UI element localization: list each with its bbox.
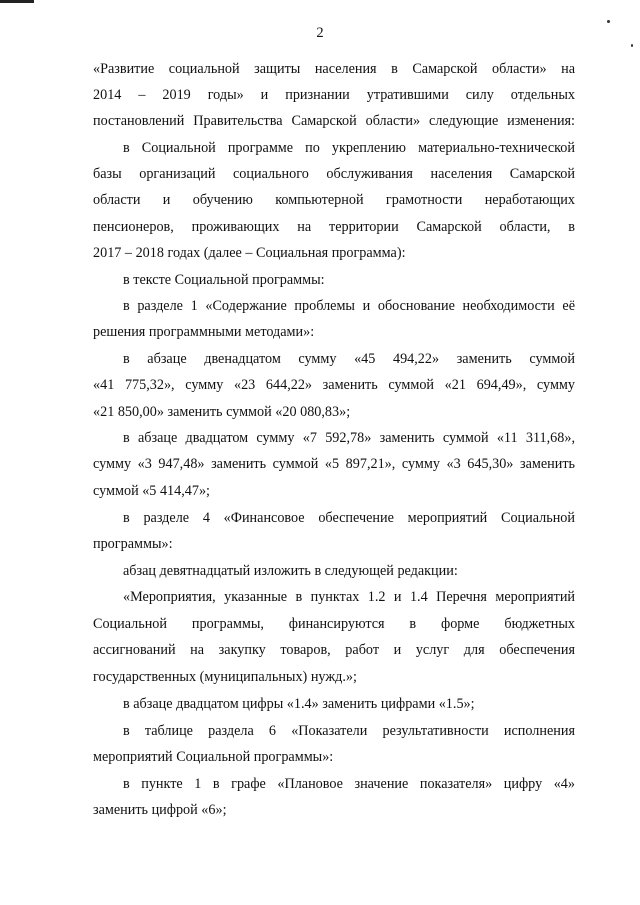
scan-speck: [607, 20, 610, 23]
text-line: «41 775,32», сумму «23 644,22» заменить суммой «21 694,49», сумму: [93, 377, 575, 393]
text-line: «21 850,00» заменить суммой «20 080,83»;: [93, 404, 351, 420]
text-line: в Социальной программе по укреплению материально-технической: [123, 140, 575, 156]
text-line: пенсионеров, проживающих на территории Самарской области, в: [93, 219, 575, 235]
text-line: решения программными методами»:: [93, 324, 315, 340]
text-line: в пункте 1 в графе «Плановое значение показателя» цифру «4»: [123, 776, 575, 792]
text-line: сумму «3 947,48» заменить суммой «5 897,21», сумму «3 645,30» заменить: [93, 456, 575, 472]
text-line: программы»:: [93, 536, 173, 552]
text-line: 2014 – 2019 годы» и признании утратившими силу отдельных: [93, 87, 575, 103]
text-line: заменить цифрой «6»;: [93, 802, 227, 818]
text-line: «Мероприятия, указанные в пунктах 1.2 и 1.4 Перечня мероприятий: [123, 589, 575, 605]
text-line: в таблице раздела 6 «Показатели результативности исполнения: [123, 723, 575, 739]
scan-speck: [631, 44, 633, 47]
text-line: в абзаце двадцатом сумму «7 592,78» заменить суммой «11 311,68»,: [123, 430, 575, 446]
text-line: ассигнований на закупку товаров, работ и услуг для обеспечения: [93, 642, 575, 658]
text-line: в абзаце двенадцатом сумму «45 494,22» заменить суммой: [123, 351, 575, 367]
text-line: базы организаций социального обслуживания населения Самарской: [93, 166, 575, 182]
text-line: в разделе 1 «Содержание проблемы и обоснование необходимости её: [123, 298, 575, 314]
page-number: 2: [316, 25, 324, 41]
text-line: государственных (муниципальных) нужд.»;: [93, 669, 357, 685]
text-line: мероприятий Социальной программы»:: [93, 749, 334, 765]
text-line: области и обучению компьютерной грамотности неработающих: [93, 192, 575, 208]
text-line: постановлений Правительства Самарской области» следующие изменения:: [93, 113, 575, 129]
text-line: абзац девятнадцатый изложить в следующей редакции:: [123, 563, 458, 579]
scan-edge-mark: [0, 0, 34, 3]
text-line: суммой «5 414,47»;: [93, 483, 210, 499]
text-line: Социальной программы, финансируются в форме бюджетных: [93, 616, 575, 632]
text-line: в абзаце двадцатом цифры «1.4» заменить цифрами «1.5»;: [123, 696, 475, 712]
text-line: в тексте Социальной программы:: [123, 272, 325, 288]
text-line: «Развитие социальной защиты населения в Самарской области» на: [93, 61, 575, 77]
text-line: 2017 – 2018 годах (далее – Социальная программа):: [93, 245, 406, 261]
text-line: в разделе 4 «Финансовое обеспечение мероприятий Социальной: [123, 510, 575, 526]
